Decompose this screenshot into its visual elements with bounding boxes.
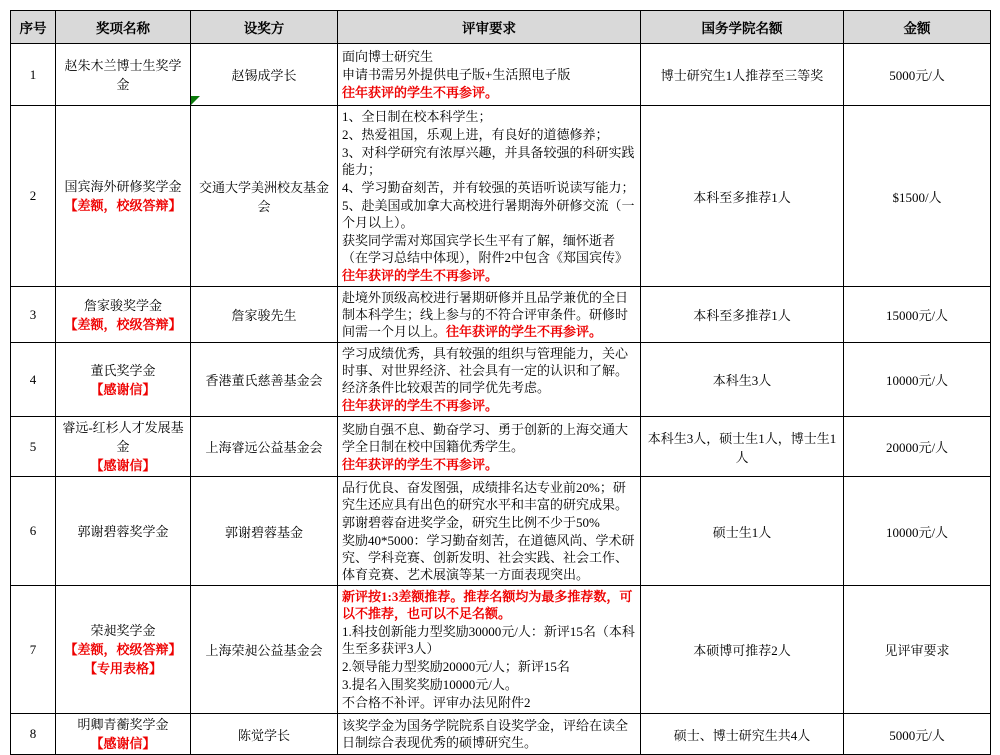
table-body bbox=[11, 44, 991, 755]
cell-requirements bbox=[338, 287, 641, 343]
cell-requirements bbox=[338, 477, 641, 586]
cell-quota: 硕士、博士研究生共4人 bbox=[641, 714, 844, 755]
table-row bbox=[11, 477, 991, 586]
cell-quota: 本科至多推荐1人 bbox=[641, 287, 844, 343]
cell-sponsor: 上海睿远公益基金会 bbox=[191, 417, 338, 477]
table-row bbox=[11, 417, 991, 477]
cell-amount: 5000元/人 bbox=[844, 714, 991, 755]
cell-num: 6 bbox=[11, 477, 56, 586]
requirement-line: 3.提名入围奖奖励10000元/人。 bbox=[342, 677, 518, 692]
cell-sponsor: 陈觉学长 bbox=[191, 714, 338, 755]
requirement-line: 往年获评的学生不再参评。 bbox=[342, 456, 499, 472]
cell-requirements bbox=[338, 714, 641, 755]
award-name-text: 荣昶奖学金 bbox=[90, 623, 156, 638]
table-row bbox=[11, 44, 991, 106]
cell-sponsor: 詹家骏先生 bbox=[191, 287, 338, 343]
requirement-line: 申请书需另外提供电子版+生活照电子版 bbox=[342, 67, 571, 82]
requirement-line: 往年获评的学生不再参评。 bbox=[342, 268, 499, 283]
requirement-line: 品行优良、奋发图强，成绩排名达专业前20%；研究生还应具有出色的研究水平和丰富的研究成果。 bbox=[342, 480, 629, 512]
cell-amount: 5000元/人 bbox=[844, 44, 991, 106]
award-name-text: 国宾海外研修奖学金 bbox=[64, 179, 182, 194]
cell-num: 8 bbox=[11, 714, 56, 755]
cell-num: 2 bbox=[11, 106, 56, 287]
award-name-tag: 【专用表格】 bbox=[83, 661, 162, 676]
cell-num: 1 bbox=[11, 44, 56, 106]
cell-num: 4 bbox=[11, 343, 56, 417]
cell-sponsor: 赵锡成学长 bbox=[191, 44, 338, 106]
cell-amount: 见评审要求 bbox=[844, 586, 991, 714]
award-name-tag: 【差额，校级答辩】 bbox=[64, 198, 182, 213]
cell-requirements bbox=[338, 343, 641, 417]
header-requirements: 评审要求 bbox=[338, 11, 641, 44]
requirement-line: 奖励自强不息、勤奋学习、勇于创新的上海交通大学全日制在校中国籍优秀学生。 bbox=[342, 421, 629, 454]
award-name-text: 明卿青蘅奖学金 bbox=[77, 717, 169, 732]
award-name-tag: 【差额，校级答辩】 bbox=[64, 642, 182, 657]
scholarship-table bbox=[10, 10, 991, 755]
cell-amount: 20000元/人 bbox=[844, 417, 991, 477]
award-name-tag: 【感谢信】 bbox=[90, 381, 156, 397]
cell-amount: $1500/人 bbox=[844, 106, 991, 287]
table-row bbox=[11, 714, 991, 755]
requirement-line: 郭谢碧蓉奋进奖学金，研究生比例不少于50% bbox=[342, 515, 600, 530]
requirement-line: 2、热爱祖国，乐观上进，有良好的道德修养； bbox=[342, 127, 609, 142]
cell-quota: 本科生3人 bbox=[641, 343, 844, 417]
table-row bbox=[11, 106, 991, 287]
requirement-line: 2.领导能力型奖励20000元/人；新评15名 bbox=[342, 659, 570, 674]
cell-quota: 本科生3人，硕士生1人，博士生1人 bbox=[641, 417, 844, 477]
cell-amount: 10000元/人 bbox=[844, 477, 991, 586]
award-name-text: 郭谢碧蓉奖学金 bbox=[77, 523, 169, 539]
cell-num: 3 bbox=[11, 287, 56, 343]
header-row bbox=[11, 11, 991, 44]
green-comment-triangle-icon bbox=[191, 96, 200, 105]
cell-num: 7 bbox=[11, 586, 56, 714]
award-name-text: 詹家骏奖学金 bbox=[83, 297, 162, 313]
table-row bbox=[11, 343, 991, 417]
requirement-line: 获奖同学需对郑国宾学长生平有了解，缅怀逝者（在学习总结中体现），附件2中包含《郑国宾传》 bbox=[342, 233, 629, 265]
header-award-name: 奖项名称 bbox=[56, 11, 191, 44]
cell-award-name bbox=[56, 417, 191, 477]
cell-quota: 博士研究生1人推荐至三等奖 bbox=[641, 44, 844, 106]
cell-amount: 15000元/人 bbox=[844, 287, 991, 343]
cell-sponsor: 交通大学美洲校友基金会 bbox=[191, 106, 338, 287]
requirement-line: 不合格不补评。评审办法见附件2 bbox=[342, 695, 531, 710]
cell-sponsor: 郭谢碧蓉基金 bbox=[191, 477, 338, 586]
award-name-text: 睿远-红杉人才发展基金 bbox=[62, 420, 184, 454]
table-row bbox=[11, 586, 991, 714]
requirement-line: 4、学习勤奋刻苦，并有较强的英语听说读写能力； bbox=[342, 180, 635, 195]
requirement-line: 1、全日制在校本科学生； bbox=[342, 109, 492, 124]
requirement-line: 往年获评的学生不再参评。 bbox=[342, 398, 499, 413]
header-quota: 国务学院名额 bbox=[641, 11, 844, 44]
cell-award-name bbox=[56, 477, 191, 586]
cell-requirements bbox=[338, 106, 641, 287]
requirement-line: 该奖学金为国务学院院系自设奖学金，评给在读全日制综合表现优秀的硕博研究生。 bbox=[342, 718, 629, 750]
header-sponsor: 设奖方 bbox=[191, 11, 338, 44]
requirement-line: 往年获评的学生不再参评。 bbox=[342, 85, 499, 100]
requirement-line: 奖励40*5000：学习勤奋刻苦，在道德风尚、学术研究、学科竞赛、创新发明、社会实践、社会工作、体育竞赛、艺术展演等某一方面表现突出。 bbox=[342, 533, 635, 582]
cell-award-name bbox=[56, 343, 191, 417]
award-name-text: 董氏奖学金 bbox=[90, 362, 156, 378]
cell-amount: 10000元/人 bbox=[844, 343, 991, 417]
cell-quota: 硕士生1人 bbox=[641, 477, 844, 586]
cell-sponsor: 上海荣昶公益基金会 bbox=[191, 586, 338, 714]
award-name-tag: 【感谢信】 bbox=[90, 458, 156, 473]
requirement-line: 1.科技创新能力型奖励30000元/人：新评15名（本科生至多获评3人） bbox=[342, 624, 635, 656]
award-name-tag: 【差额，校级答辩】 bbox=[64, 316, 182, 332]
cell-quota: 本硕博可推荐2人 bbox=[641, 586, 844, 714]
cell-requirements bbox=[338, 417, 641, 477]
cell-award-name bbox=[56, 287, 191, 343]
cell-requirements bbox=[338, 586, 641, 714]
award-name-text: 赵朱木兰博士生奖学金 bbox=[64, 57, 182, 92]
cell-award-name bbox=[56, 44, 191, 106]
requirement-line: 3、对科学研究有浓厚兴趣，并具备较强的科研实践能力； bbox=[342, 145, 635, 177]
header-num: 序号 bbox=[11, 11, 56, 44]
cell-quota: 本科至多推荐1人 bbox=[641, 106, 844, 287]
cell-requirements bbox=[338, 44, 641, 106]
cell-award-name bbox=[56, 586, 191, 714]
requirement-line: 5、赴美国或加拿大高校进行暑期海外研修交流（一个月以上）。 bbox=[342, 198, 635, 230]
cell-sponsor: 香港董氏慈善基金会 bbox=[191, 343, 338, 417]
requirement-line: 新评按1:3差额推荐。推荐名额均为最多推荐数，可以不推荐，也可以不足名额。 bbox=[342, 589, 633, 621]
requirement-line: 赴境外顶级高校进行暑期研修并且品学兼优的全日制本科学生；线上参与的不符合评审条件。研修时间需一个月以上。往年获评的学生不再参评。 bbox=[342, 290, 629, 339]
table-row bbox=[11, 287, 991, 343]
requirement-line: 学习成绩优秀，具有较强的组织与管理能力，关心时事、对世界经济、社会具有一定的认识和了解。经济条件比较艰苦的同学优先考虑。 bbox=[342, 346, 629, 395]
cell-award-name bbox=[56, 106, 191, 287]
cell-award-name bbox=[56, 714, 191, 755]
requirement-line: 面向博士研究生 bbox=[342, 49, 434, 64]
header-amount: 金额 bbox=[844, 11, 991, 44]
award-name-tag: 【感谢信】 bbox=[90, 736, 156, 751]
cell-num: 5 bbox=[11, 417, 56, 477]
